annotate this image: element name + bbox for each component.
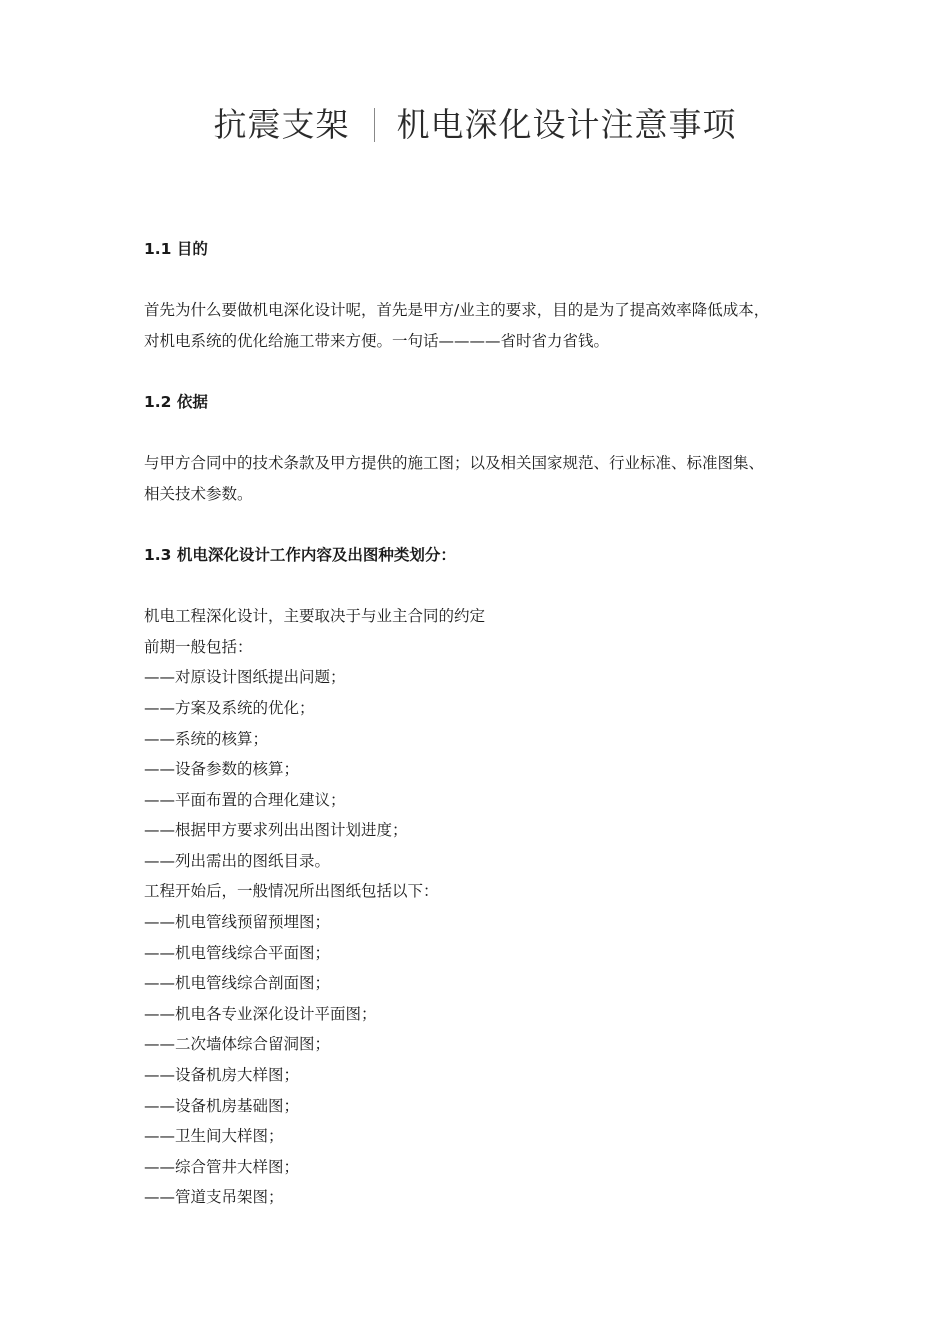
- spacer: [144, 265, 834, 296]
- document-body: [144, 234, 834, 1213]
- spacer: [144, 418, 834, 449]
- list-item: ——卫生间大样图；: [144, 1127, 284, 1146]
- list-item: ——对原设计图纸提出问题；: [144, 668, 346, 687]
- paragraph-line: 与甲方合同中的技术条款及甲方提供的施工图；以及相关国家规范、行业标准、标准图集、: [144, 454, 765, 473]
- list-line: 工程开始后，一般情况所出图纸包括以下：: [144, 882, 439, 901]
- spacer: [144, 356, 834, 387]
- list-item: ——设备机房基础图；: [144, 1096, 300, 1115]
- list-item: ——设备机房大样图；: [144, 1066, 300, 1085]
- spacer: [144, 509, 834, 540]
- list-item: ——机电各专业深化设计平面图；: [144, 1004, 377, 1023]
- page-title: [0, 100, 950, 150]
- paragraph-line: 对机电系统的优化给施工带来方便。一句话————省时省力省钱。: [144, 331, 610, 350]
- section-heading-purpose: 1.1 目的: [144, 240, 208, 258]
- list-item: ——方案及系统的优化；: [144, 698, 315, 717]
- paragraph-line: 相关技术参数。: [144, 484, 253, 503]
- paragraph-line: 首先为什么要做机电深化设计呢，首先是甲方/业主的要求，目的是为了提高效率降低成本，: [144, 301, 770, 320]
- list-item: ——平面布置的合理化建议；: [144, 790, 346, 809]
- section-heading-scope: 1.3 机电深化设计工作内容及出图种类划分：: [144, 545, 456, 564]
- list-line: 机电工程深化设计，主要取决于与业主合同的约定: [144, 607, 486, 626]
- title-left: 抗震支架: [213, 105, 350, 144]
- spacer: [144, 571, 834, 602]
- list-item: ——机电管线综合剖面图；: [144, 974, 331, 993]
- list-item: ——管道支吊架图；: [144, 1188, 284, 1207]
- title-separator: [374, 108, 375, 142]
- list-item: ——机电管线预留预埋图；: [144, 913, 331, 932]
- list-item: ——机电管线综合平面图；: [144, 943, 331, 962]
- list-item: ——二次墙体综合留洞图；: [144, 1035, 331, 1054]
- list-line: 前期一般包括：: [144, 637, 253, 656]
- list-item: ——设备参数的核算；: [144, 760, 300, 779]
- list-item: ——综合管井大样图；: [144, 1157, 300, 1176]
- section-heading-basis: 1.2 依据: [144, 392, 208, 411]
- list-item: ——系统的核算；: [144, 729, 269, 748]
- list-item: ——列出需出的图纸目录。: [144, 851, 331, 870]
- list-item: ——根据甲方要求列出出图计划进度；: [144, 821, 408, 840]
- title-right: 机电深化设计注意事项: [396, 105, 737, 144]
